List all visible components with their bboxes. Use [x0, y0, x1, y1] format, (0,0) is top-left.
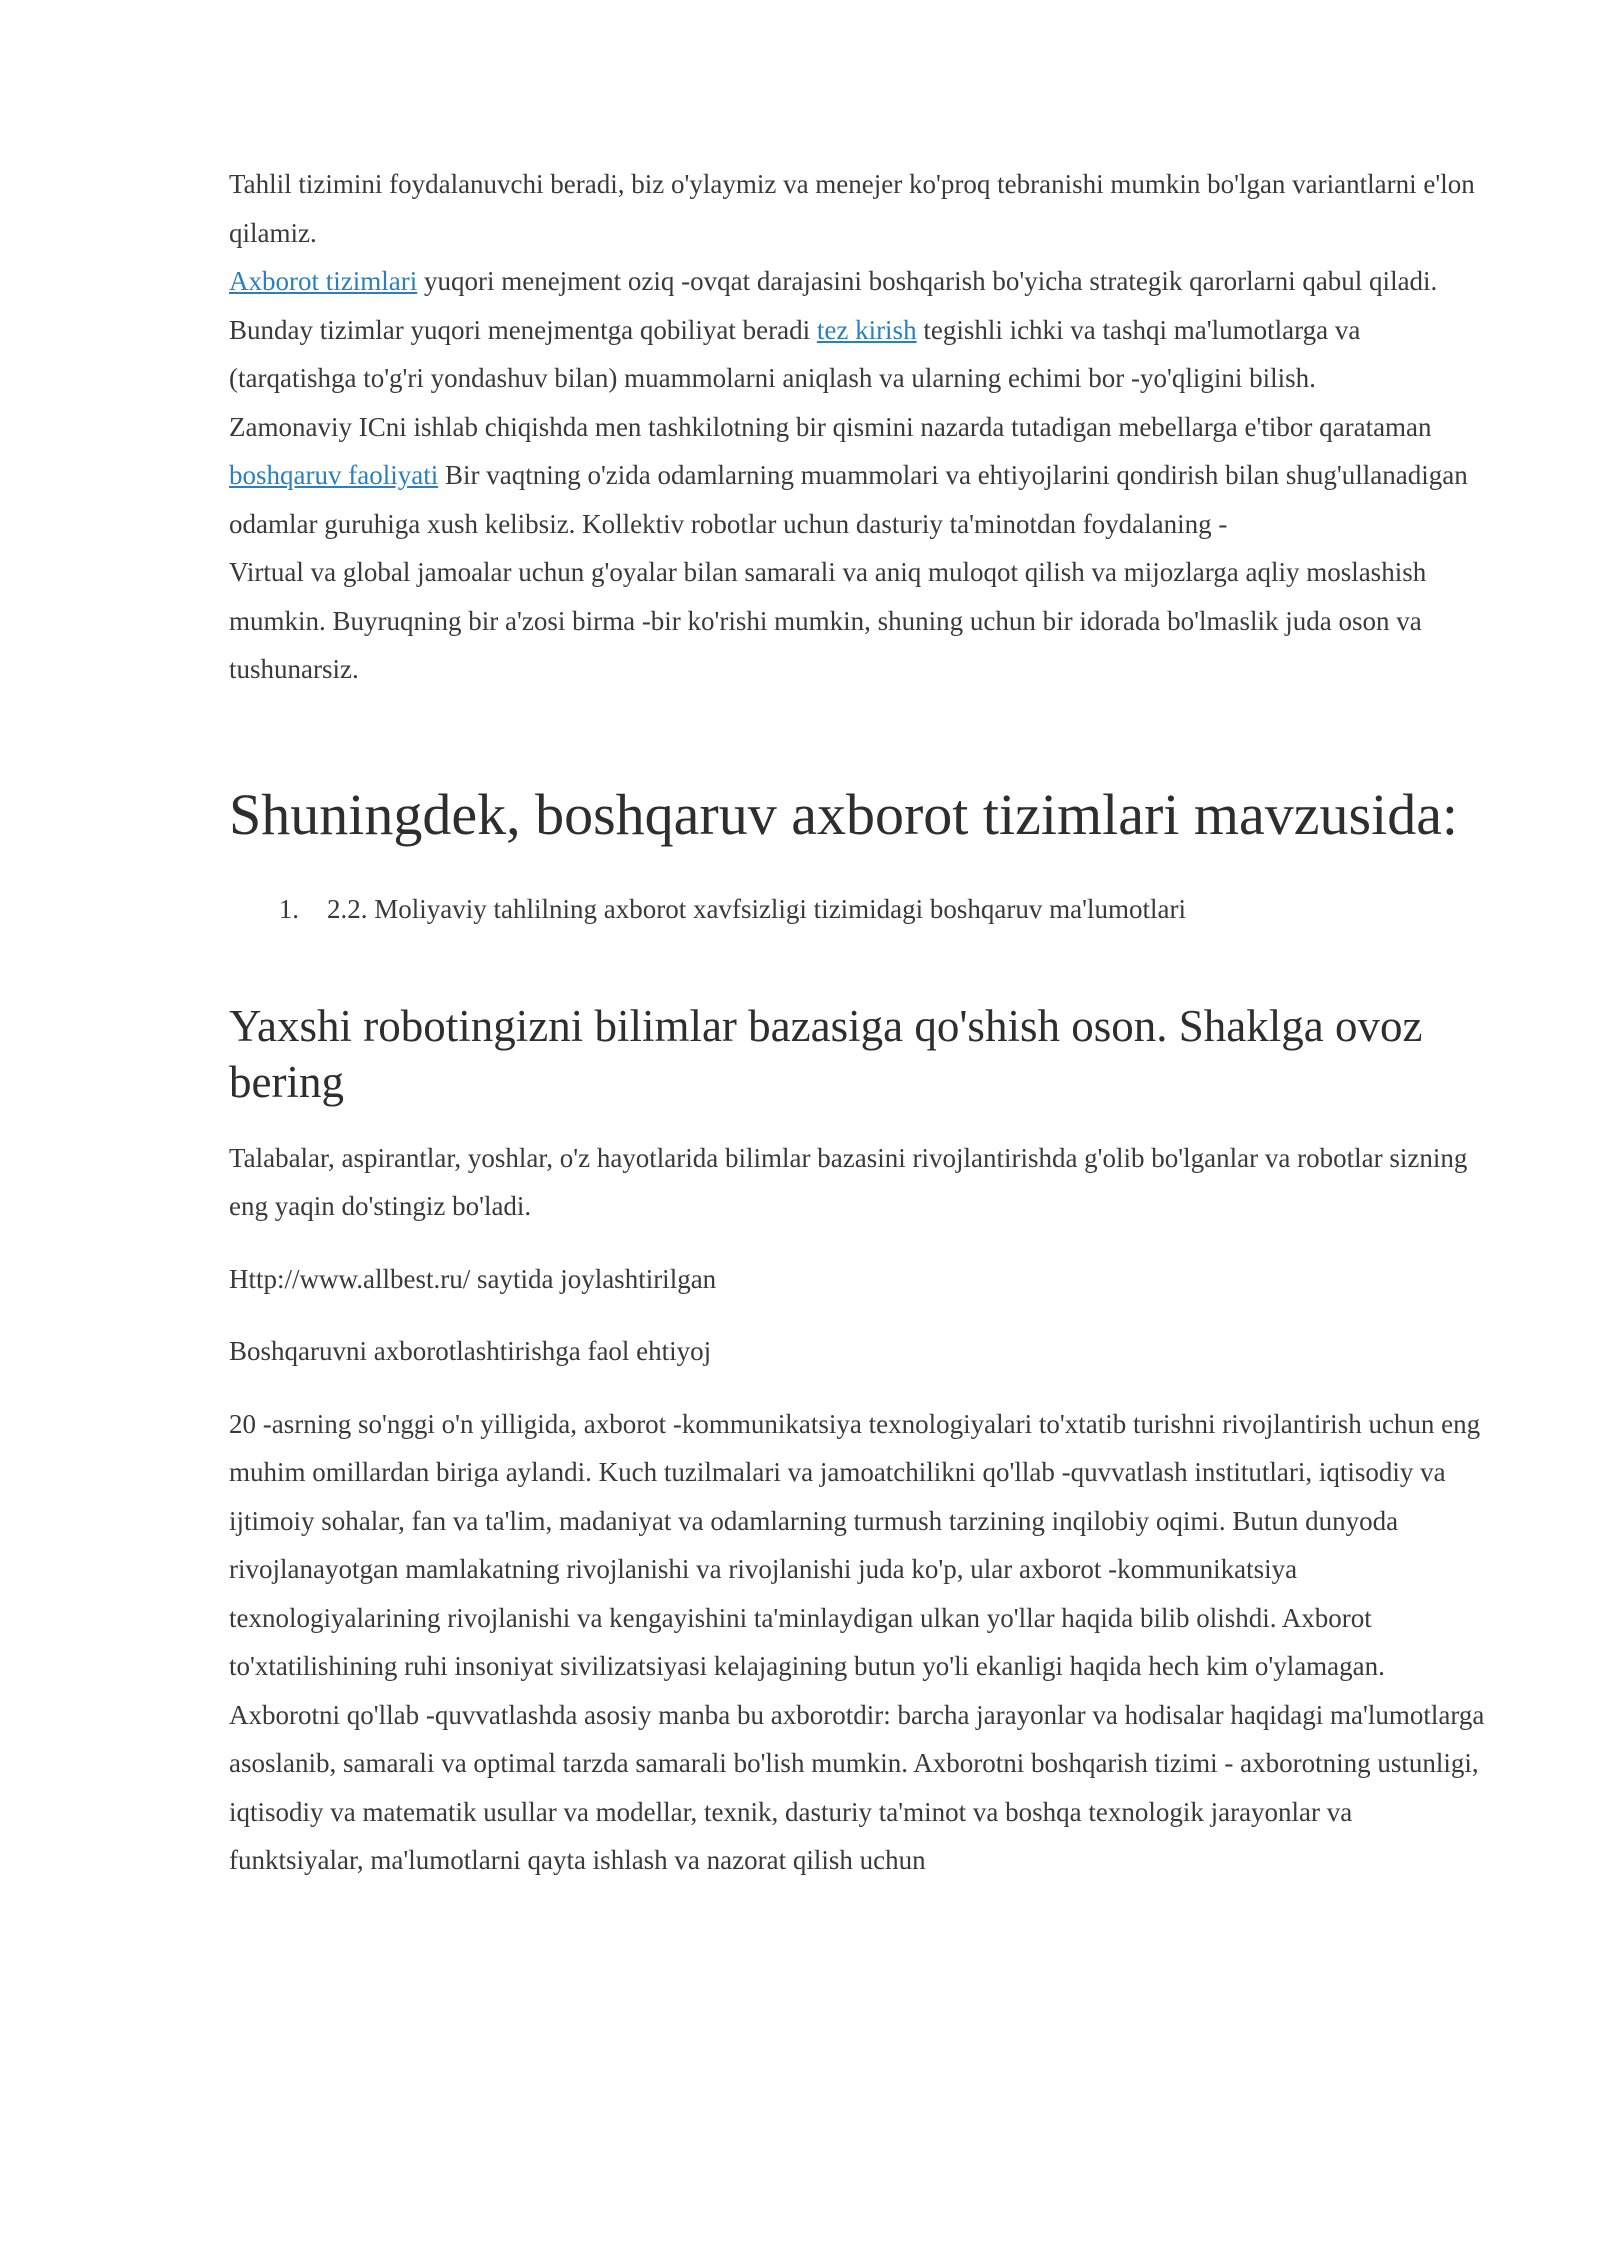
paragraph-virtual-teams: Virtual va global jamoalar uchun g'oyalar bilan samarali va aniq muloqot qilish va mijozlarga aqliy moslashish mumkin. Buyruqning bir a'zosi birma -bir ko'rishi mumkin, shuning uchun bir idorada bo'lmaslik juda oson va tushunarsiz.	[229, 557, 1427, 684]
paragraph-text: yuqori menejment oziq -ovqat darajasini boshqarish bo'yicha strategik qarorlarni qabul qiladi. Bunday tizimlar yuqori menejmentga qobiliyat beradi	[229, 266, 1438, 345]
paragraph-text: Bir vaqtning o'zida odamlarning muammolari va ehtiyojlarini qondirish bilan shug'ullanadigan odamlar guruhiga xush kelibsiz. Kollektiv robotlar uchun dasturiy ta'minotdan foydalaning -	[229, 460, 1468, 539]
paragraph-modern-ic	[229, 403, 1489, 549]
link-axborot-tizimlari[interactable]: Axborot tizimlari	[229, 266, 418, 296]
section-heading-knowledge-base: Yaxshi robotingizni bilimlar bazasiga qo'shish oson. Shaklga ovoz bering	[229, 1000, 1423, 1107]
related-list	[229, 887, 1489, 931]
paragraph-analysis-system: Tahlil tizimini foydalanuvchi beradi, biz o'ylaymiz va menejer ko'proq tebranishi mumkin bo'lgan variantlarni e'lon qilamiz.	[229, 169, 1475, 248]
paragraph-subtitle: Boshqaruvni axborotlashtirishga faol ehtiyoj	[229, 1336, 712, 1366]
list-item[interactable]	[229, 887, 1489, 931]
paragraph-information-systems	[229, 257, 1489, 403]
list-item-number: 1.	[278, 893, 299, 924]
paragraph-text: Zamonaviy ICni ishlab chiqishda men tashkilotning bir qismini nazarda tutadigan mebellarga e'tibor qarataman	[229, 411, 1432, 442]
paragraph-students: Talabalar, aspirantlar, yoshlar, o'z hayotlarida bilimlar bazasini rivojlantirishda g'olib bo'lganlar va robotlar sizning eng yaqin do'stingiz bo'ladi.	[229, 1142, 1468, 1221]
paragraph-main-text: 20 -asrning so'nggi o'n yilligida, axborot -kommunikatsiya texnologiyalari to'xtatib turishni rivojlantirish uchun eng muhim omillardan biriga aylandi. Kuch tuzilmalari va jamoatchilikni qo'llab -quvvatlash institutlari, iqtisodiy va ijtimoiy sohalar, fan va ta'lim, madaniyat va odamlarning turmush tarzining inqilobiy oqimi. Butun dunyoda rivojlanayotgan mamlakatning rivojlanishi va rivojlanishi juda ko'p, ular axborot -kommunikatsiya texnologiyalarining rivojlanishi va kengayishini ta'minlaydigan ulkan yo'llar haqida bilib olishdi. Axborot to'xtatilishining ruhi insoniyat sivilizatsiyasi kelajagining butun yo'li ekanligi haqida hech kim o'ylamagan. Axborotni qo'llab -quvvatlashda asosiy manba bu axborotdir: barcha jarayonlar va hodisalar haqidagi ma'lumotlarga asoslanib, samarali va optimal tarzda samarali bo'lish mumkin. Axborotni boshqarish tizimi - axborotning ustunligi, iqtisodiy va matematik usullar va modellar, texnik, dasturiy ta'minot va boshqa texnologik jarayonlar va funktsiyalar, ma'lumotlarni qayta ishlash va nazorat qilish uchun	[229, 1408, 1485, 1875]
link-tez-kirish[interactable]: tez kirish	[816, 314, 917, 345]
paragraph-source-url: Http://www.allbest.ru/ saytida joylashtirilgan	[229, 1263, 717, 1294]
paragraph-text: tegishli ichki va tashqi ma'lumotlarga va (tarqatishga to'g'ri yondashuv bilan) muammolarni aniqlash va ularning echimi bor -yo'qligini bilish.	[229, 314, 1361, 393]
section-heading-related: Shuningdek, boshqaruv axborot tizimlari mavzusida:	[229, 781, 1459, 847]
article-body	[229, 160, 1489, 1885]
list-item-text: 2.2. Moliyaviy tahlilning axborot xavfsizligi tizimidagi boshqaruv ma'lumotlari	[327, 893, 1186, 924]
link-boshqaruv-faoliyati[interactable]: boshqaruv faoliyati	[229, 460, 439, 490]
